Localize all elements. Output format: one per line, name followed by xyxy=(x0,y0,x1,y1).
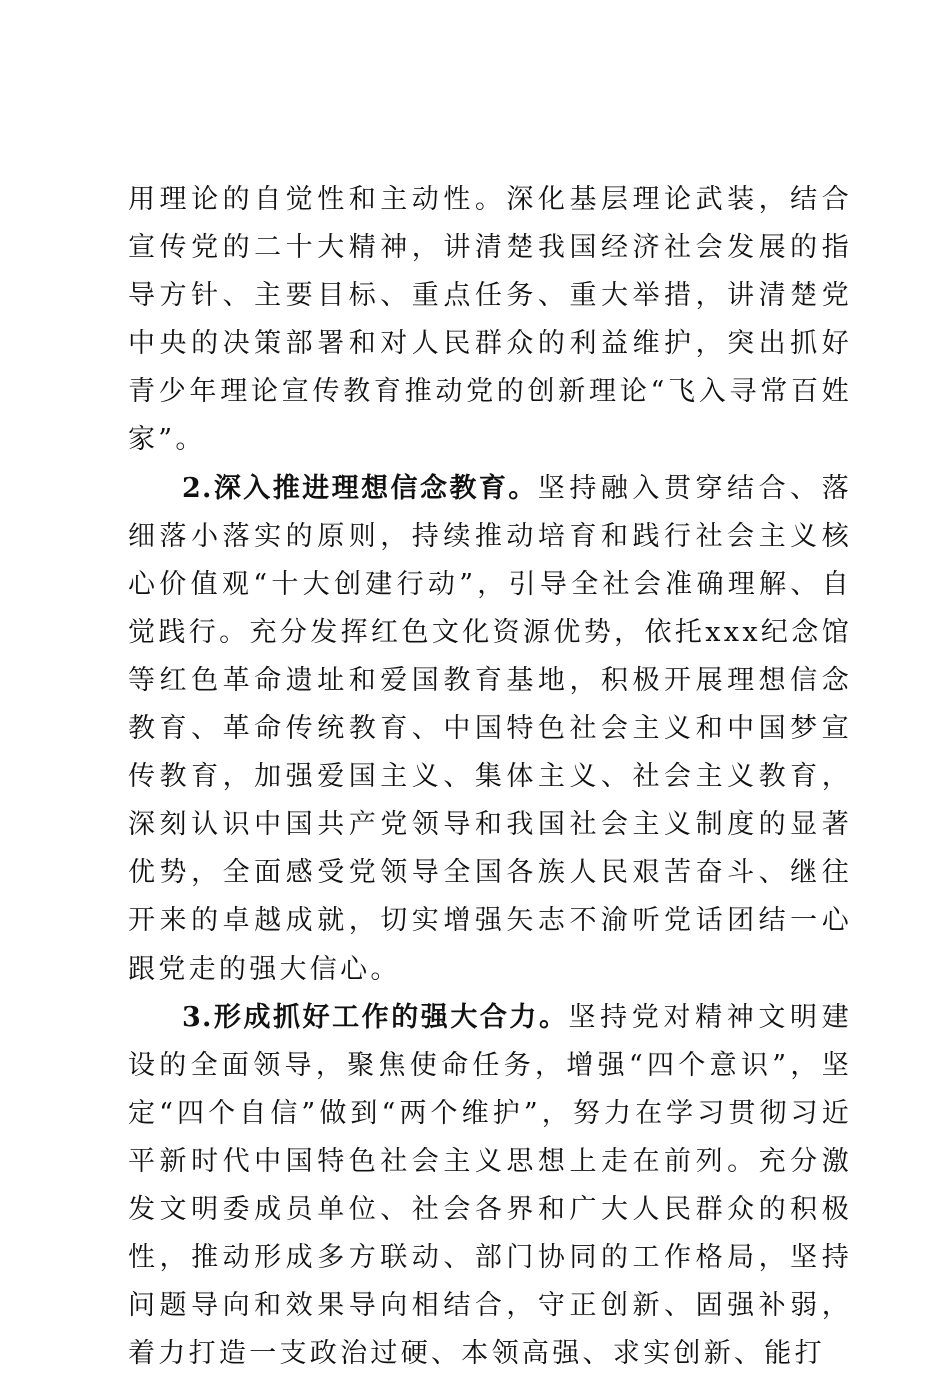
section-heading: 2.深入推进理想信念教育。 xyxy=(182,472,538,504)
paragraph-ideal-belief-education xyxy=(128,465,852,994)
paragraph-text: 用理论的自觉性和主动性。深化基层理论武装，结合宣传党的二十大精神，讲清楚我国经济社会发展的指导方针、主要目标、重点任务、重大举措，讲清楚党中央的决策部署和对人民群众的利益维护，突出抓好青少年理论宣传教育推动党的创新理论“飞入寻常百姓家”。 xyxy=(128,184,852,456)
paragraph-continuation xyxy=(128,176,852,465)
paragraph-text: 坚持党对精神文明建设的全面领导，聚焦使命任务，增强“四个意识”，坚定“四个自信”做到“两个维护”，努力在学习贯彻习近平新时代中国特色社会主义思想上走在前列。充分激发文明委成员单位、社会各界和广大人民群众的积极性，推动形成多方联动、部门协同的工作格局，坚持问题导向和效果导向相结合，守正创新、固强补弱，着力打造一支政治过硬、本领高强、求实创新、能打 xyxy=(128,1001,852,1370)
paragraph-text: 坚持融入贯穿结合、落细落小落实的原则，持续推动培育和践行社会主义核心价值观“十大创建行动”，引导全社会准确理解、自觉践行。充分发挥红色文化资源优势，依托xxx纪念馆等红色革命遗址和爱国教育基地，积极开展理想信念教育、革命传统教育、中国特色社会主义和中国梦宣传教育，加强爱国主义、集体主义、社会主义教育，深刻认识中国共产党领导和我国社会主义制度的显著优势，全面感受党领导全国各族人民艰苦奋斗、继往开来的卓越成就，切实增强矢志不渝听党话团结一心跟党走的强大信心。 xyxy=(128,472,852,985)
paragraph-joint-force xyxy=(128,994,852,1378)
section-heading: 3.形成抓好工作的强大合力。 xyxy=(182,1001,569,1033)
document-body xyxy=(128,176,852,1378)
